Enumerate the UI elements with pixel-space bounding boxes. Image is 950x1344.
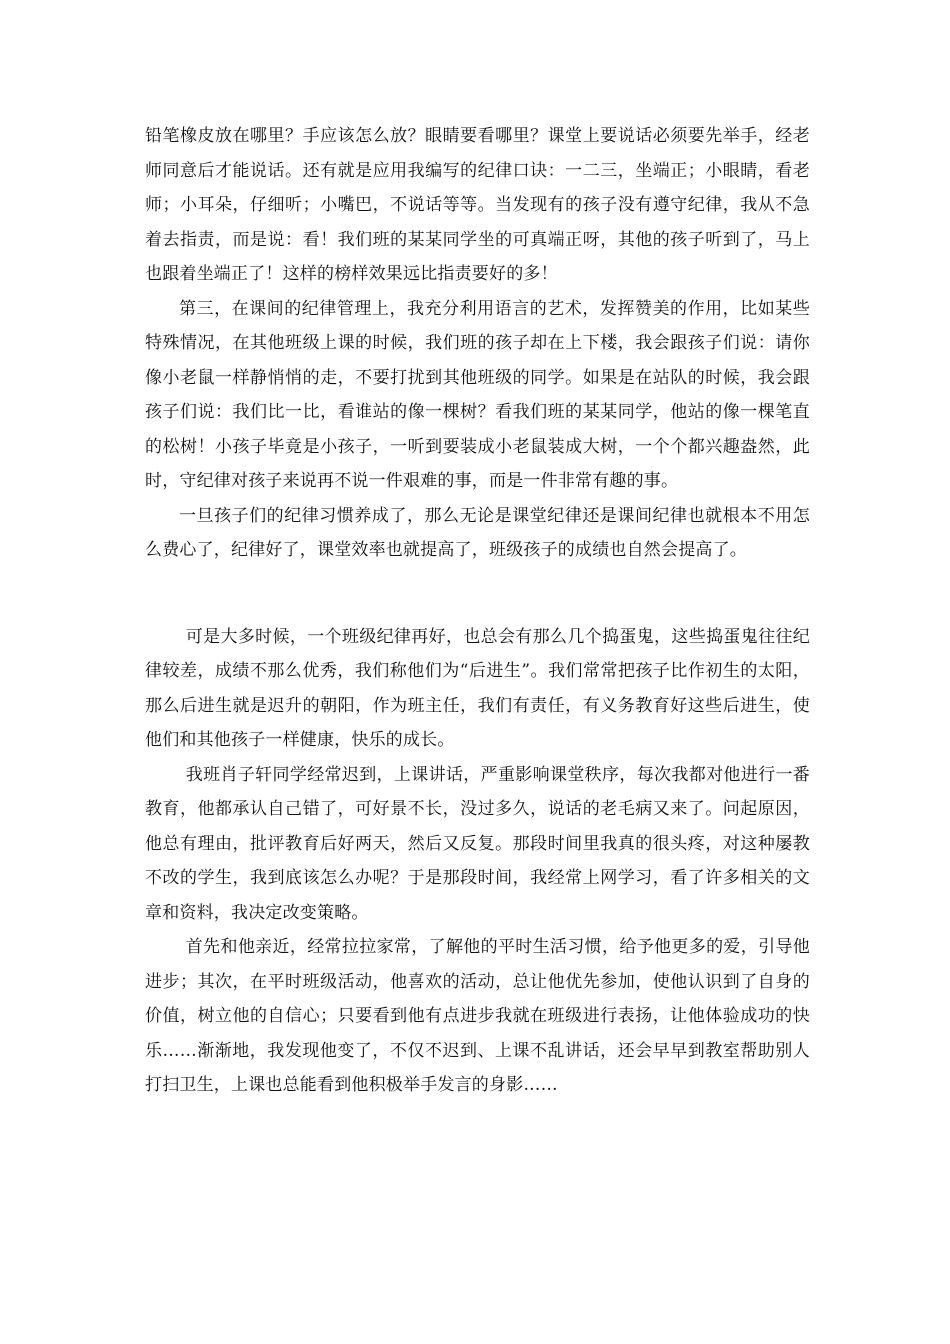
paragraph-6: 首先和他亲近，经常拉拉家常，了解他的平时生活习惯，给予他更多的爱，引导他进步；其次，在平时班级活动，他喜欢的活动，总让他优先参加，使他认识到了自身的价值，树立他的自信心；只要看到他有点进步我就在班级进行表扬，让他体验成功的快乐……渐渐地，我发现他变了，不仅不迟到、上课不乱讲话，还会早早到教室帮助别人打扫卫生，上课也总能看到他积极举手发言的身影…… xyxy=(145,937,810,1095)
paragraph-3: 一旦孩子们的纪律习惯养成了，那么无论是课堂纪律还是课间纪律也就根本不用怎么费心了，纪律好了，课堂效率也就提高了，班级孩子的成绩也自然会提高了。 xyxy=(145,505,810,560)
paragraph-1: 铅笔橡皮放在哪里？手应该怎么放？眼睛要看哪里？课堂上要说话必须要先举手，经老师同意后才能说话。还有就是应用我编写的纪律口诀：一二三，坐端正；小眼睛，看老师；小耳朵，仔细听；小嘴巴，不说话等等。当发现有的孩子没有遵守纪律，我从不急着去指责，而是说：看！我们班的某某同学坐的可真端正呀，其他的孩子听到了，马上也跟着坐端正了！这样的榜样效果远比指责要好的多！ xyxy=(145,126,810,284)
document-body xyxy=(145,119,810,1103)
paragraph-5: 我班肖子轩同学经常迟到，上课讲话，严重影响课堂秩序，每次我都对他进行一番教育，他都承认自己错了，可好景不长，没过多久，说话的老毛病又来了。问起原因，他总有理由，批评教育后好两天，然后又反复。那段时间里我真的很头疼，对这种屡教不改的学生，我到底该怎么办呢？于是那段时间，我经常上网学习，看了许多相关的文章和资料，我决定改变策略。 xyxy=(145,764,810,923)
paragraph-gap xyxy=(145,568,810,620)
paragraph-2: 第三，在课间的纪律管理上，我充分利用语言的艺术，发挥赞美的作用，比如某些特殊情况，在其他班级上课的时候，我们班的孩子却在上下楼，我会跟孩子们说：请你像小老鼠一样静悄悄的走，不要打扰到其他班级的同学。如果是在站队的时候，我会跟孩子们说：我们比一比，看谁站的像一棵树？看我们班的某某同学，他站的像一棵笔直的松树！小孩子毕竟是小孩子，一听到要装成小老鼠装成大树，一个个都兴趣盎然，此时，守纪律对孩子来说再不说一件艰难的事，而是一件非常有趣的事。 xyxy=(145,298,810,491)
paragraph-4: 可是大多时候，一个班级纪律再好，也总会有那么几个捣蛋鬼，这些捣蛋鬼往往纪律较差，成绩不那么优秀，我们称他们为“后进生”。我们常常把孩子比作初生的太阳，那么后进生就是迟升的朝阳，作为班主任，我们有责任，有义务教育好这些后进生，使他们和其他孩子一样健康，快乐的成长。 xyxy=(145,626,810,750)
